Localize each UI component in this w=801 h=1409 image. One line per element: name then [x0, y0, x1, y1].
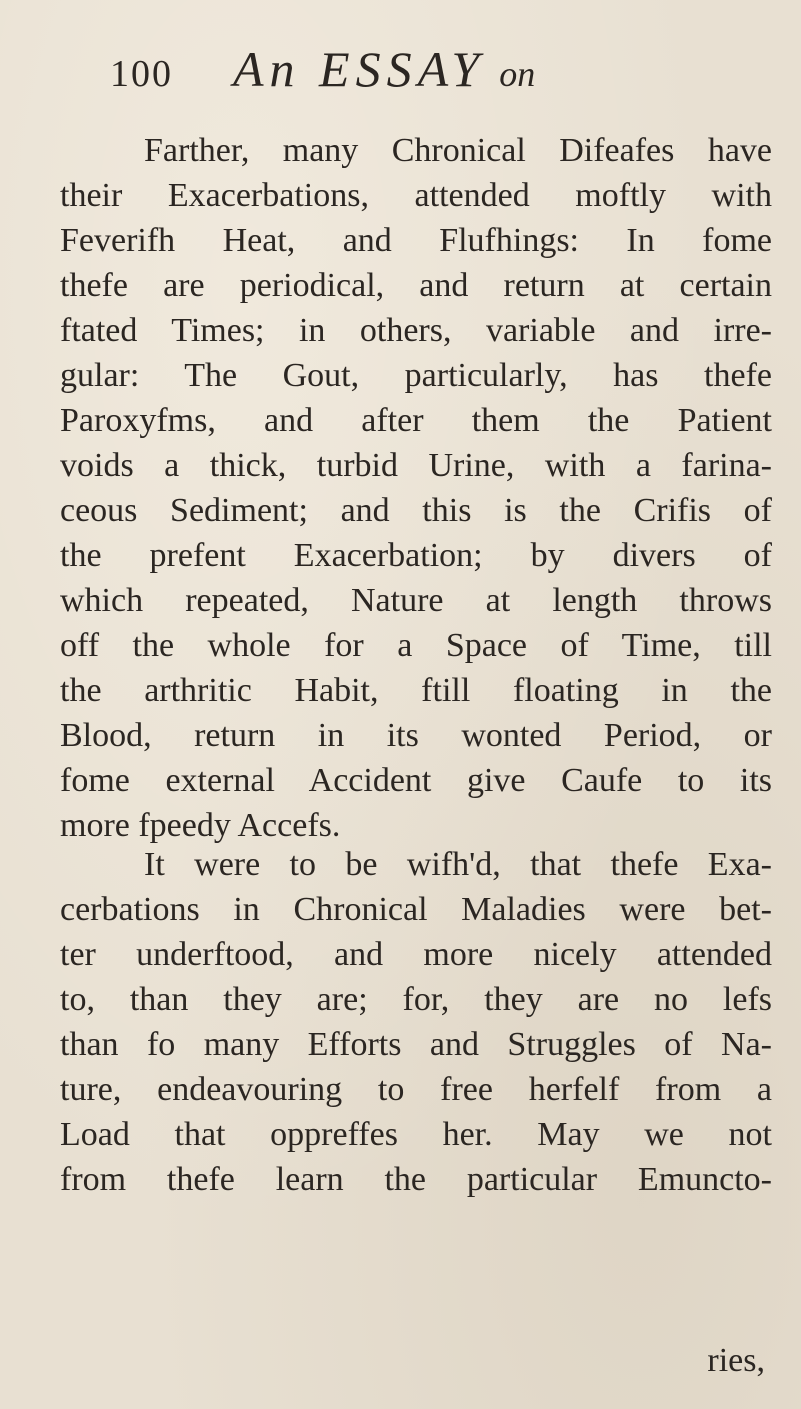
text-line: their Exacerbations, attended moftly with — [60, 177, 772, 214]
text-line: Blood, return in its wonted Period, or — [60, 717, 772, 754]
text-line: cerbations in Chronical Maladies were bet- — [60, 891, 772, 928]
text-line: ture, endeavouring to free herfelf from a — [60, 1071, 772, 1108]
text-line: ftated Times; in others, variable and irre- — [60, 312, 772, 349]
running-head — [110, 40, 535, 110]
text-line: Load that oppreffes her. May we not — [60, 1116, 772, 1153]
text-line: Feverifh Heat, and Flufhings: In fome — [60, 222, 772, 259]
text-line: gular: The Gout, particularly, has thefe — [60, 357, 772, 394]
text-line: Farther, many Chronical Difeafes have — [144, 132, 772, 169]
text-line: the prefent Exacerbation; by divers of — [60, 537, 772, 574]
text-line: ceous Sediment; and this is the Crifis of — [60, 492, 772, 529]
text-line: the arthritic Habit, ftill floating in the — [60, 672, 772, 709]
text-line: from thefe learn the particular Emuncto- — [60, 1161, 772, 1198]
text-line: off the whole for a Space of Time, till — [60, 627, 772, 664]
running-title-main: An ESSAY — [233, 41, 486, 97]
catchword: ries, — [707, 1342, 765, 1379]
paragraph-1 — [60, 128, 772, 848]
text-line: Paroxyfms, and after them the Patient — [60, 402, 772, 439]
text-line: voids a thick, turbid Urine, with a farina- — [60, 447, 772, 484]
page-number: 100 — [110, 53, 173, 95]
text-line: thefe are periodical, and return at certain — [60, 267, 772, 304]
text-line: more fpeedy Accefs. — [60, 807, 341, 844]
running-title — [233, 40, 535, 98]
text-line: fome external Accident give Caufe to its — [60, 762, 772, 799]
text-line: ter underftood, and more nicely attended — [60, 936, 772, 973]
text-line: than fo many Efforts and Struggles of Na- — [60, 1026, 772, 1063]
text-line: It were to be wifh'd, that thefe Exa- — [144, 846, 772, 883]
text-line: to, than they are; for, they are no lefs — [60, 981, 772, 1018]
paragraph-2 — [60, 842, 772, 1202]
text-line: which repeated, Nature at length throws — [60, 582, 772, 619]
running-title-suffix: on — [499, 54, 536, 94]
